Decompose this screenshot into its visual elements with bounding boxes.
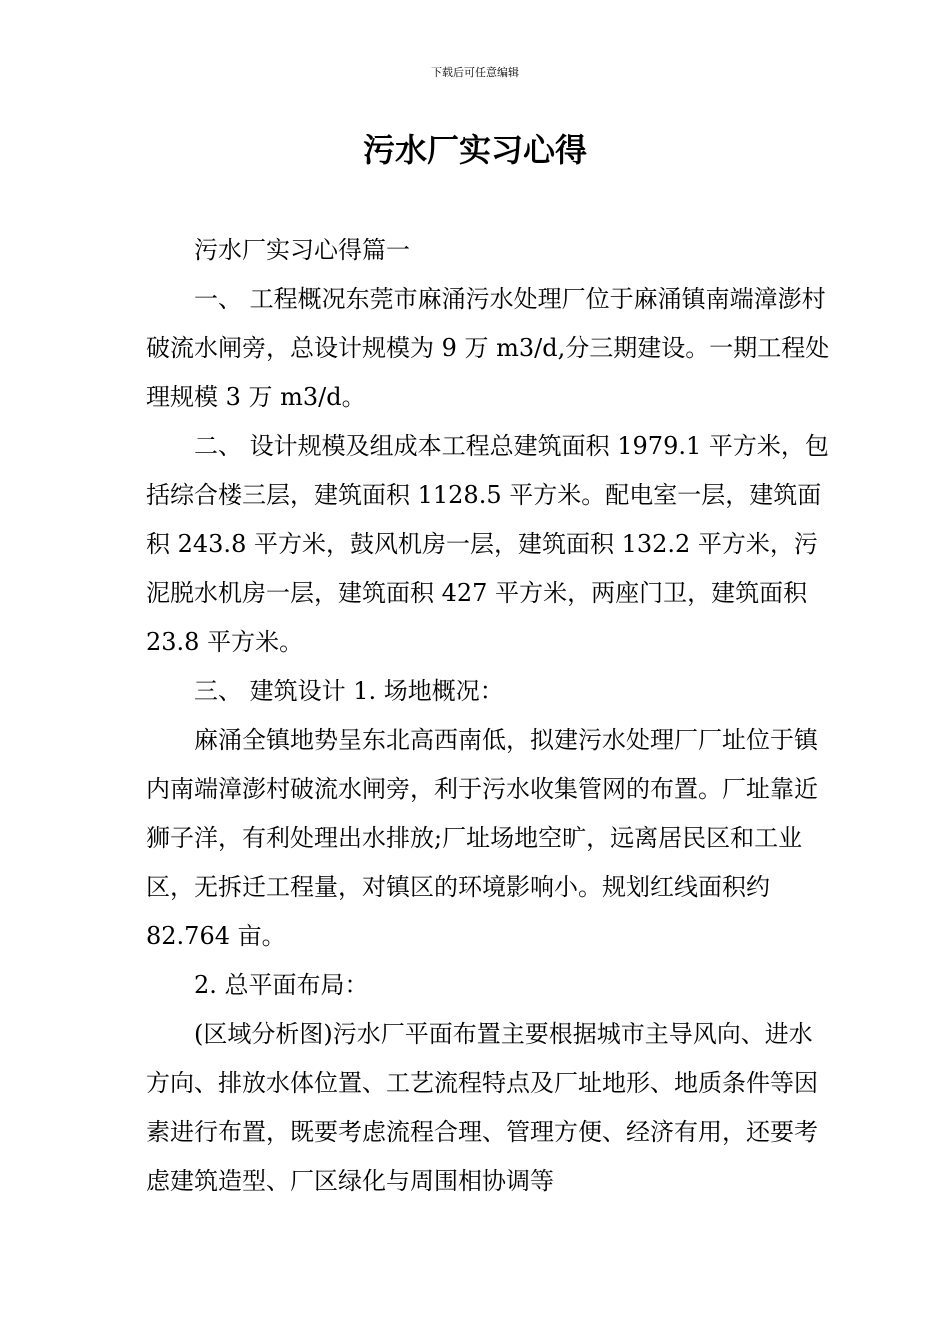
document-body	[146, 226, 836, 1206]
paragraph-layout-heading: 2. 总平面布局：	[194, 971, 369, 999]
paragraph-design-scale: 二、 设计规模及组成本工程总建筑面积 1979.1 平方米，包括综合楼三层，建筑面积 1128.5 平方米。配电室一层，建筑面积 243.8 平方米，鼓风机房一层，建筑面积 132.2 平方米，污泥脱水机房一层，建筑面积 427 平方米，两座门卫，建筑面积 23.8 平方米。	[146, 432, 829, 656]
paragraph-site-overview: 麻涌全镇地势呈东北高西南低，拟建污水处理厂厂址位于镇内南端漳澎村破流水闸旁，利于污水收集管网的布置。厂址靠近狮子洋，有利处理出水排放;厂址场地空旷，远离居民区和工业区，无拆迁工程量，对镇区的环境影响小。规划红线面积约 82.764 亩。	[146, 726, 818, 950]
paragraph-project-overview: 一、 工程概况东莞市麻涌污水处理厂位于麻涌镇南端漳澎村破流水闸旁，总设计规模为 9 万 m3/d,分三期建设。一期工程处理规模 3 万 m3/d。	[146, 285, 830, 411]
document-title: 污水厂实习心得	[362, 131, 587, 169]
paragraph-layout-details: (区域分析图)污水厂平面布置主要根据城市主导风向、进水方向、排放水体位置、工艺流程特点及厂址地形、地质条件等因素进行布置，既要考虑流程合理、管理方便、经济有用，还要考虑建筑造型、厂区绿化与周围相协调等	[146, 1020, 818, 1195]
header-note: 下载后可任意编辑	[431, 66, 519, 79]
section-heading: 污水厂实习心得篇一	[194, 236, 410, 264]
paragraph-architecture-heading: 三、 建筑设计 1. 场地概况：	[194, 677, 504, 705]
